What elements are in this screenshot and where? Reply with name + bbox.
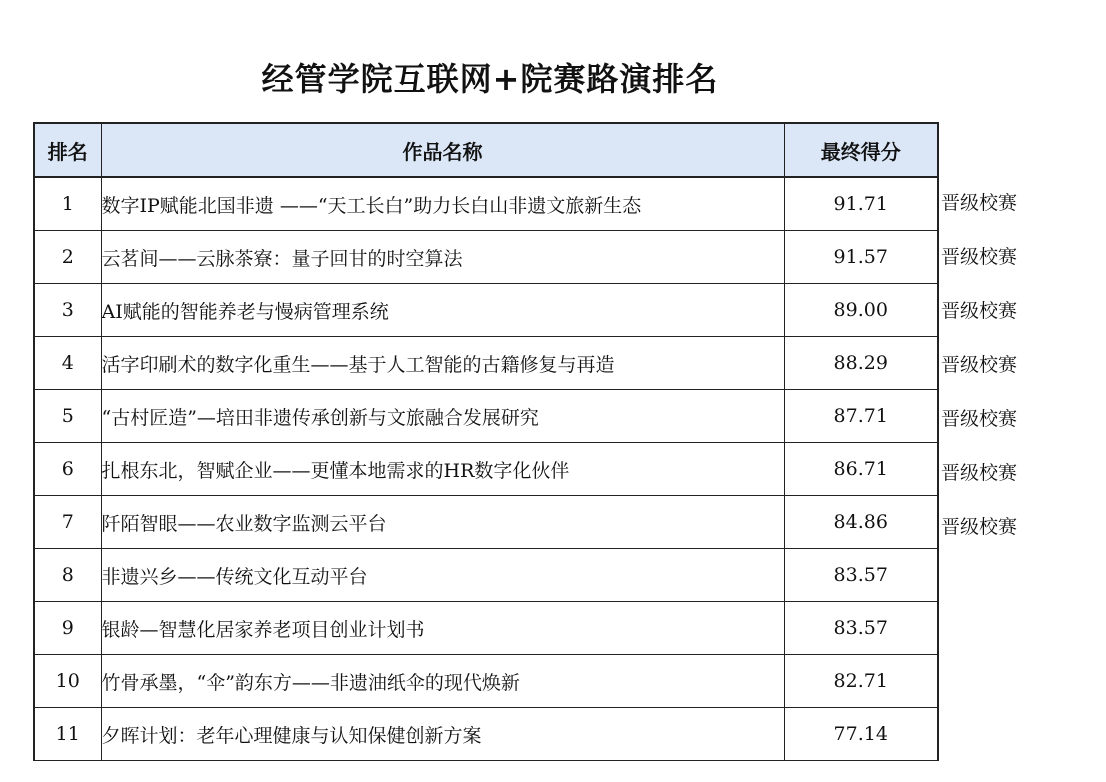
score-column-header: 最终得分 — [784, 123, 938, 177]
rank-cell: 2 — [34, 231, 101, 284]
table-row — [34, 655, 938, 708]
table-row — [34, 390, 938, 443]
rank-cell: 11 — [34, 708, 101, 761]
project-name-cell: 竹骨承墨，“伞”韵东方——非遗油纸伞的现代焕新 — [101, 655, 784, 708]
table-header-row — [34, 123, 938, 177]
project-name-cell: 数字IP赋能北国非遗 ——“天工长白”助力长白山非遗文旅新生态 — [101, 177, 784, 231]
project-name-cell: “古村匠造”—培田非遗传承创新与文旅融合发展研究 — [101, 390, 784, 443]
advancement-status: 晋级校赛 — [941, 246, 1018, 268]
project-name-cell: 夕晖计划：老年心理健康与认知保健创新方案 — [101, 708, 784, 761]
rank-cell: 10 — [34, 655, 101, 708]
score-cell: 77.14 — [784, 708, 938, 761]
score-cell: 86.71 — [784, 443, 938, 496]
table-row — [34, 337, 938, 390]
table-row — [34, 443, 938, 496]
advancement-status: 晋级校赛 — [941, 516, 1018, 538]
score-cell: 84.86 — [784, 496, 938, 549]
table-row — [34, 496, 938, 549]
ranking-table — [33, 122, 939, 761]
rank-cell: 7 — [34, 496, 101, 549]
table-row — [34, 231, 938, 284]
table-row — [34, 177, 938, 231]
project-name-cell: 活字印刷术的数字化重生——基于人工智能的古籍修复与再造 — [101, 337, 784, 390]
advancement-status-column — [941, 176, 1101, 554]
project-name-cell: 银龄—智慧化居家养老项目创业计划书 — [101, 602, 784, 655]
score-cell: 87.71 — [784, 390, 938, 443]
table-row — [34, 284, 938, 337]
page-title: 经管学院互联网+院赛路演排名 — [261, 60, 719, 98]
table-row — [34, 602, 938, 655]
rank-cell: 6 — [34, 443, 101, 496]
table-row — [34, 549, 938, 602]
rank-cell: 8 — [34, 549, 101, 602]
rank-cell: 9 — [34, 602, 101, 655]
advancement-status: 晋级校赛 — [941, 462, 1018, 484]
advancement-status: 晋级校赛 — [941, 408, 1018, 430]
score-cell: 88.29 — [784, 337, 938, 390]
score-cell: 91.71 — [784, 177, 938, 231]
rank-cell: 3 — [34, 284, 101, 337]
score-cell: 83.57 — [784, 549, 938, 602]
advancement-status: 晋级校赛 — [941, 354, 1018, 376]
rank-cell: 4 — [34, 337, 101, 390]
rank-cell: 1 — [34, 177, 101, 231]
advancement-status: 晋级校赛 — [941, 300, 1018, 322]
rank-cell: 5 — [34, 390, 101, 443]
project-name-cell: 非遗兴乡——传统文化互动平台 — [101, 549, 784, 602]
advancement-status: 晋级校赛 — [941, 192, 1018, 214]
score-cell: 91.57 — [784, 231, 938, 284]
project-name-cell: AI赋能的智能养老与慢病管理系统 — [101, 284, 784, 337]
table-row — [34, 708, 938, 761]
score-cell: 82.71 — [784, 655, 938, 708]
project-name-cell: 扎根东北，智赋企业——更懂本地需求的HR数字化伙伴 — [101, 443, 784, 496]
score-cell: 89.00 — [784, 284, 938, 337]
name-column-header: 作品名称 — [101, 123, 784, 177]
project-name-cell: 云茗间——云脉茶寮：量子回甘的时空算法 — [101, 231, 784, 284]
score-cell: 83.57 — [784, 602, 938, 655]
project-name-cell: 阡陌智眼——农业数字监测云平台 — [101, 496, 784, 549]
rank-column-header: 排名 — [34, 123, 101, 177]
